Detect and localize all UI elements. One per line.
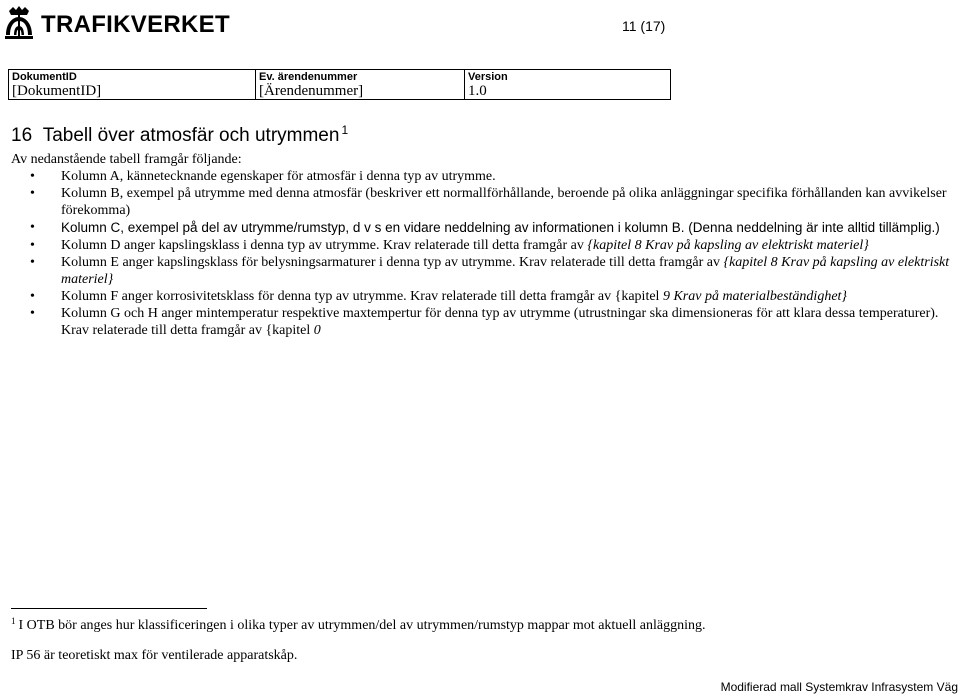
list-item <box>25 305 955 339</box>
list-item <box>25 168 955 185</box>
list-item-text: Kolumn G och H anger mintemperatur respektive maxtempertur för denna typ av utrymme (utrustningar ska dimensioneras för att klara dessa temperaturer). <box>61 306 939 321</box>
list-item-text: Kolumn C, exempel på del av utrymme/rumstyp, d v s en vidare neddelning av informationen i kolumn B. (Denna neddelning är inte alltid tillämplig.) <box>61 220 940 235</box>
chapter-reference: {kapitel 8 Krav på kapsling av elektriskt materiel} <box>61 255 950 287</box>
list-item-text: Kolumn F anger korrosivitetsklass för denna typ av utrymme. <box>61 289 407 304</box>
footnote-separator <box>11 608 207 609</box>
chapter-reference: {kapitel 8 Krav på kapsling av elektriskt materiel} <box>587 238 869 253</box>
page-number: 11 (17) <box>622 18 666 34</box>
requirement-reference-text: Krav relaterade till detta framgår av <box>382 238 584 253</box>
list-item <box>25 254 955 288</box>
intro-text: Av nedanstående tabell framgår följande: <box>11 152 242 167</box>
footer-template-name: Modifierad mall Systemkrav Infrasystem Väg <box>720 680 958 694</box>
list-item <box>25 185 955 219</box>
meta-value: 1.0 <box>468 83 487 99</box>
meta-cell-version <box>464 70 671 99</box>
meta-label: Ev. ärendenummer <box>259 71 358 83</box>
meta-label: Version <box>468 71 508 83</box>
list-item-text: Kolumn A, kännetecknande egenskaper för atmosfär i denna typ av utrymme. <box>61 169 496 184</box>
requirement-reference-text: Krav relaterade till detta framgår av {kapitel <box>410 289 660 304</box>
list-item-text: Kolumn E anger kapslingsklass för belysningsarmaturer i denna typ av utrymme. <box>61 255 516 270</box>
crown-emblem-icon <box>3 5 35 43</box>
list-item-text: Kolumn D anger kapslingsklass i denna typ av utrymme. <box>61 238 380 253</box>
list-item <box>25 288 955 305</box>
list-item <box>25 237 955 254</box>
list-item-text: Kolumn B, exempel på utrymme med denna atmosfär (beskriver ett normallförhållande, beroende på olika anläggningar specifika förhållanden kan avvikelser förekomma) <box>61 186 947 218</box>
document-meta-table <box>8 69 671 100</box>
requirement-reference-text: Krav relaterade till detta framgår av <box>519 255 720 270</box>
footnote-reference: 1 <box>341 123 349 137</box>
meta-cell-document-id <box>9 70 255 99</box>
chapter-reference: 0 <box>313 323 321 338</box>
requirement-reference-text: Krav relaterade till detta framgår av {kapitel <box>61 323 311 338</box>
meta-label: DokumentID <box>12 71 77 83</box>
section-title: Tabell över atmosfär och utrymmen <box>42 125 340 146</box>
footnote-marker: 1 <box>11 616 16 626</box>
footnote-note: IP 56 är teoretiskt max för ventilerade apparatskåp. <box>11 648 298 663</box>
list-item <box>25 219 955 237</box>
meta-cell-case-number <box>255 70 465 99</box>
column-description-list <box>25 168 955 339</box>
footnote-text: I OTB bör anges hur klassificeringen i olika typer av utrymmen/del av utrymmen/rumstyp mappar mot aktuell anläggning. <box>18 618 706 633</box>
footnote-1 <box>11 616 706 634</box>
trafikverket-logo <box>3 5 230 43</box>
meta-value: [Ärendenummer] <box>259 83 364 99</box>
section-number: 16 <box>11 125 33 146</box>
section-heading <box>11 123 348 147</box>
chapter-reference: 9 Krav på materialbeständighet} <box>662 289 848 304</box>
meta-value: [DokumentID] <box>12 83 102 99</box>
logo-wordmark: TRAFIKVERKET <box>41 11 230 38</box>
